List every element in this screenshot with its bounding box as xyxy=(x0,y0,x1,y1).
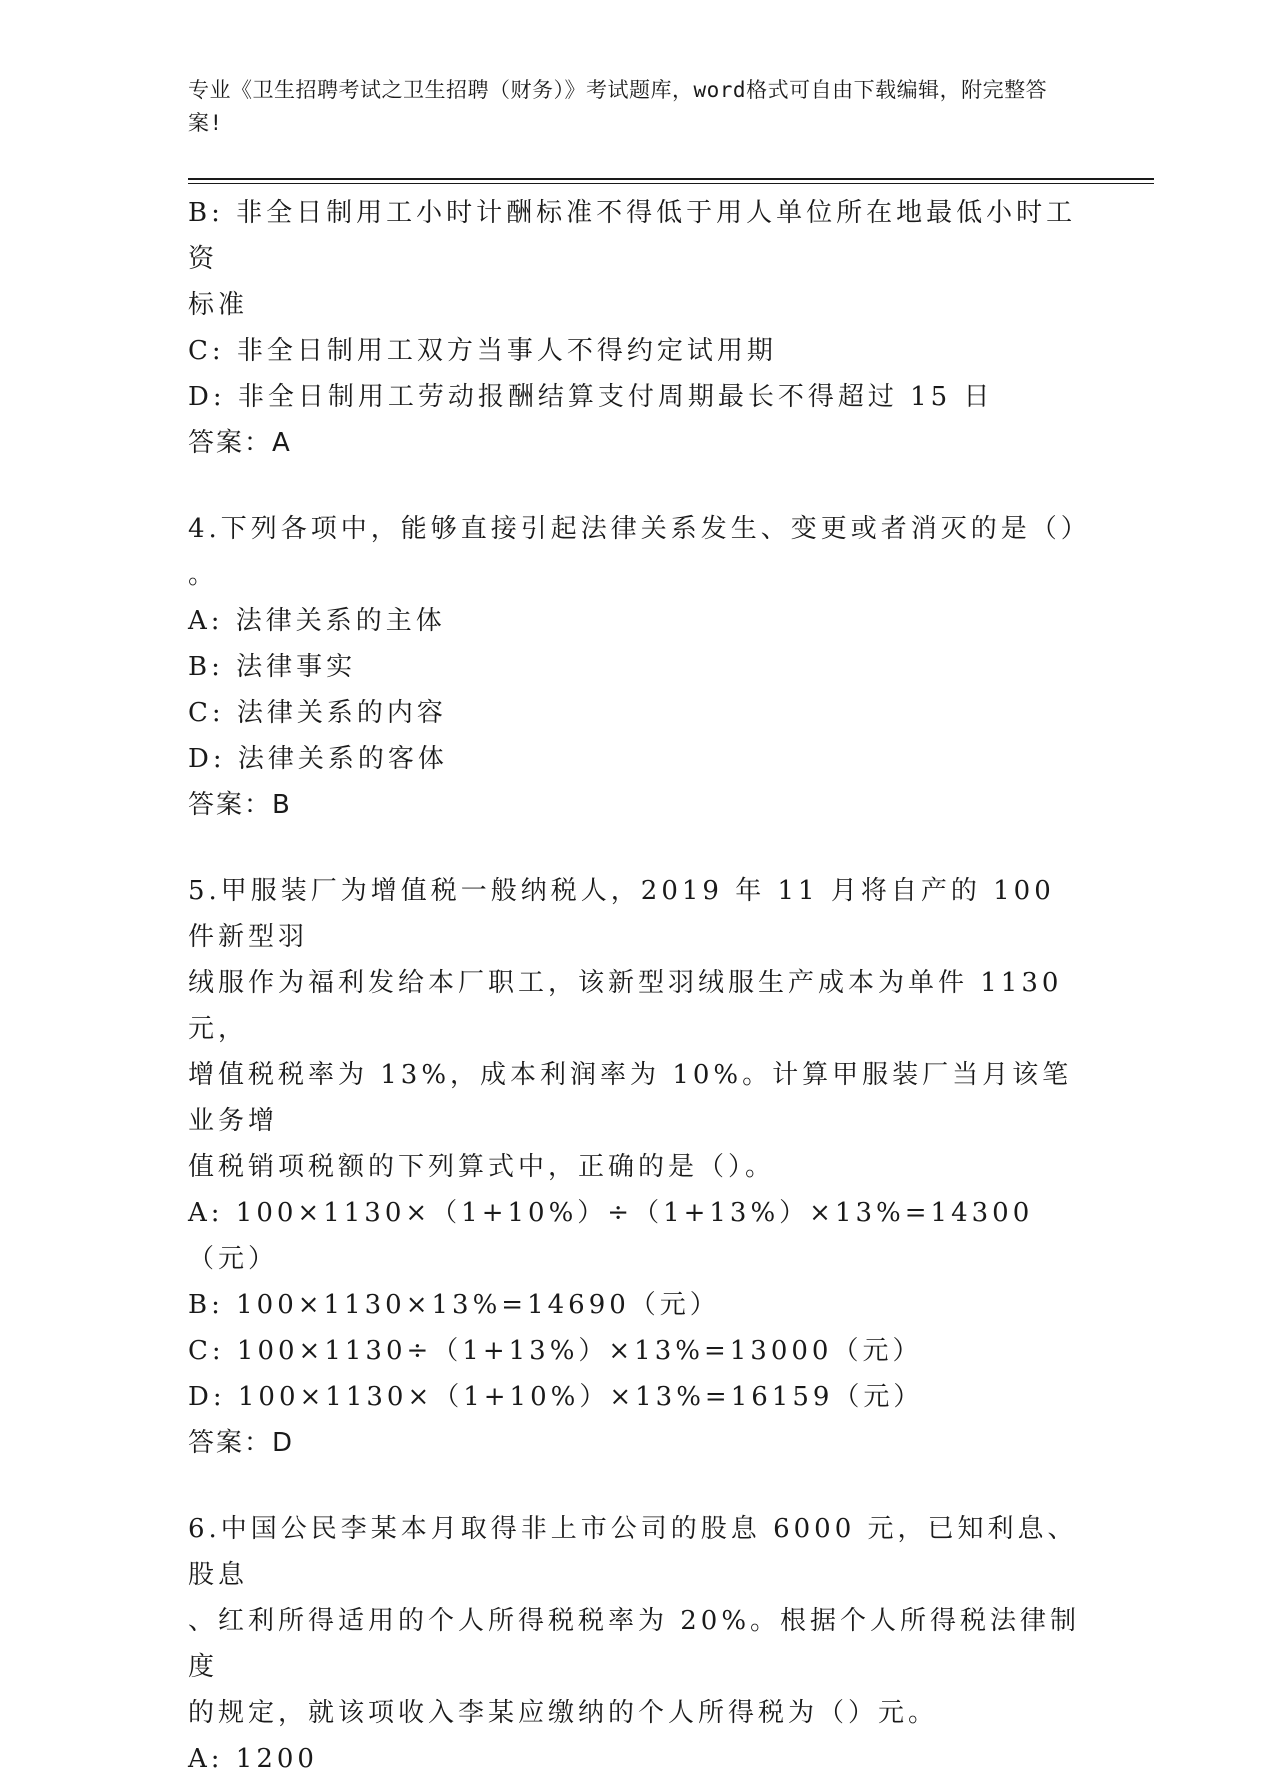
question-list xyxy=(188,190,1091,1782)
header-rule-thick xyxy=(188,178,1154,180)
question-stem-continued: 绒服作为福利发给本厂职工，该新型羽绒服生产成本为单件 1130 元， xyxy=(188,968,1075,1044)
option-a: A: 1200 xyxy=(188,1744,318,1774)
answer: 答案：A xyxy=(188,428,292,458)
option-b-continued: 标准 xyxy=(188,290,249,320)
option-a: A: 法律关系的主体 xyxy=(188,606,446,636)
question-stem-continued: 的规定，就该项收入李某应缴纳的个人所得税为（）元。 xyxy=(188,1698,939,1728)
question-stem-continued: 。 xyxy=(188,560,219,590)
question-stem: 4.下列各项中，能够直接引起法律关系发生、变更或者消灭的是（） xyxy=(188,514,1091,544)
option-c: C: 100×1130÷（1+13%）×13%=13000（元） xyxy=(188,1336,923,1366)
question-6 xyxy=(188,1506,1088,1782)
option-a: A: 100×1130×（1+10%）÷（1+13%）×13%=14300（元） xyxy=(188,1198,1034,1274)
question-5 xyxy=(188,868,1088,1466)
option-b: B: 100×1130×13%=14690（元） xyxy=(188,1290,720,1320)
option-b: B: 法律事实 xyxy=(188,652,357,682)
question-stem-continued: 、红利所得适用的个人所得税税率为 20%。根据个人所得税法律制度 xyxy=(188,1606,1081,1682)
option-c: C: 非全日制用工双方当事人不得约定试用期 xyxy=(188,336,777,366)
option-c: C: 法律关系的内容 xyxy=(188,698,447,728)
question-3 xyxy=(188,190,1088,466)
question-stem: 5.甲服装厂为增值税一般纳税人，2019 年 11 月将自产的 100 件新型羽 xyxy=(188,876,1068,952)
option-b: B: 非全日制用工小时计酬标准不得低于用人单位所在地最低小时工资 xyxy=(188,198,1077,274)
document-header: 专业《卫生招聘考试之卫生招聘（财务）》考试题库，word格式可自由下载编辑，附完整答案! xyxy=(188,78,1048,135)
answer: 答案：B xyxy=(188,790,292,820)
option-d: D: 非全日制用工劳动报酬结算支付周期最长不得超过 15 日 xyxy=(188,382,994,412)
option-d: D: 100×1130×（1+10%）×13%=16159（元） xyxy=(188,1382,924,1412)
option-d: D: 法律关系的客体 xyxy=(188,744,448,774)
header-rule-thin xyxy=(188,183,1154,184)
question-stem-continued: 值税销项税额的下列算式中，正确的是（）。 xyxy=(188,1152,776,1182)
question-stem-continued: 增值税税率为 13%，成本利润率为 10%。计算甲服装厂当月该笔业务增 xyxy=(188,1060,1073,1136)
answer: 答案：D xyxy=(188,1428,295,1458)
question-stem: 6.中国公民李某本月取得非上市公司的股息 6000 元，已知利息、股息 xyxy=(188,1514,1078,1590)
question-4 xyxy=(188,506,1091,828)
